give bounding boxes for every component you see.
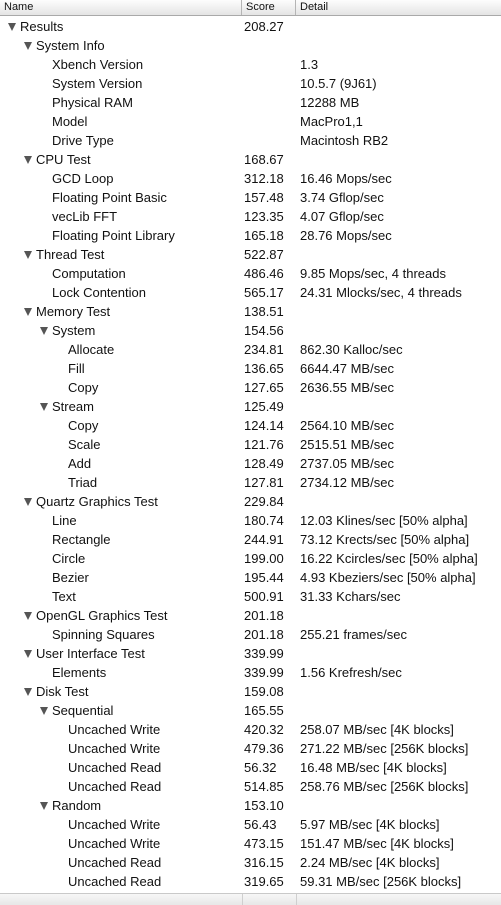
table-row[interactable]: [0, 701, 501, 720]
table-row[interactable]: [0, 245, 501, 264]
row-name: Rectangle: [52, 532, 111, 547]
name-cell: [0, 283, 242, 302]
table-row[interactable]: [0, 796, 501, 815]
name-cell: [0, 264, 242, 283]
row-detail: 16.48 MB/sec [4K blocks]: [300, 760, 447, 775]
row-score: 124.14: [244, 418, 284, 433]
row-name: Sequential: [52, 703, 114, 718]
row-detail: [300, 701, 499, 720]
row-score: 199.00: [244, 551, 284, 566]
row-name: Add: [68, 456, 92, 471]
row-score: 234.81: [244, 342, 284, 357]
name-cell: [0, 17, 242, 36]
row-detail: 1.3: [300, 57, 319, 72]
name-cell: [0, 511, 242, 530]
row-detail: 2636.55 MB/sec: [300, 380, 394, 395]
name-cell: [0, 872, 242, 891]
row-name: Line: [52, 513, 77, 528]
row-name: Uncached Write: [68, 722, 161, 737]
row-score: 136.65: [244, 361, 284, 376]
table-row[interactable]: [0, 872, 501, 891]
row-score: 339.99: [244, 665, 284, 680]
table-row[interactable]: [0, 682, 501, 701]
row-name: Memory Test: [36, 304, 111, 319]
row-name: Disk Test: [36, 684, 89, 699]
row-detail: MacPro1,1: [300, 114, 363, 129]
table-row[interactable]: [0, 834, 501, 853]
row-score: 420.32: [244, 722, 284, 737]
row-score: 339.99: [244, 646, 284, 661]
table-row[interactable]: [0, 720, 501, 739]
table-row[interactable]: [0, 207, 501, 226]
table-row[interactable]: [0, 663, 501, 682]
disclosure-triangle-icon[interactable]: [24, 156, 32, 164]
row-name: Uncached Write: [68, 836, 161, 851]
row-detail: 16.22 Kcircles/sec [50% alpha]: [300, 551, 478, 566]
table-row[interactable]: [0, 150, 501, 169]
table-row[interactable]: [0, 435, 501, 454]
name-cell: [0, 340, 242, 359]
table-row[interactable]: [0, 169, 501, 188]
row-detail: [300, 796, 499, 815]
row-score: 153.10: [244, 798, 284, 813]
disclosure-triangle-icon[interactable]: [24, 498, 32, 506]
name-cell: [0, 378, 242, 397]
row-name: Copy: [68, 418, 99, 433]
row-detail: 862.30 Kalloc/sec: [300, 342, 403, 357]
table-row[interactable]: [0, 74, 501, 93]
table-row[interactable]: [0, 264, 501, 283]
row-detail: [300, 36, 499, 55]
row-name: Lock Contention: [52, 285, 146, 300]
name-cell: [0, 397, 242, 416]
row-name: System Info: [36, 38, 105, 53]
row-score: 201.18: [244, 627, 284, 642]
table-row[interactable]: [0, 473, 501, 492]
scrollbar-divider: [296, 894, 297, 905]
column-header-score[interactable]: Score: [242, 0, 296, 15]
row-name: Random: [52, 798, 102, 813]
row-name: Spinning Squares: [52, 627, 155, 642]
row-detail: [300, 150, 499, 169]
row-detail: 255.21 frames/sec: [300, 627, 407, 642]
row-detail: 258.76 MB/sec [256K blocks]: [300, 779, 469, 794]
name-cell: [0, 739, 242, 758]
table-row[interactable]: [0, 644, 501, 663]
name-cell: [0, 815, 242, 834]
row-score: 316.15: [244, 855, 284, 870]
row-detail: 28.76 Mops/sec: [300, 228, 392, 243]
row-score: 244.91: [244, 532, 284, 547]
name-cell: [0, 112, 242, 131]
row-detail: 16.46 Mops/sec: [300, 171, 392, 186]
table-row[interactable]: [0, 340, 501, 359]
row-score: 56.32: [244, 760, 277, 775]
row-detail: 1.56 Krefresh/sec: [300, 665, 402, 680]
name-cell: [0, 454, 242, 473]
row-score: 486.46: [244, 266, 284, 281]
row-score: 138.51: [244, 304, 284, 319]
row-name: CPU Test: [36, 152, 91, 167]
name-cell: [0, 834, 242, 853]
results-outline: [0, 17, 501, 891]
row-detail: [300, 492, 499, 511]
name-cell: [0, 188, 242, 207]
row-detail: Macintosh RB2: [300, 133, 389, 148]
disclosure-triangle-icon[interactable]: [24, 308, 32, 316]
table-row[interactable]: [0, 131, 501, 150]
name-cell: [0, 226, 242, 245]
name-cell: [0, 701, 242, 720]
disclosure-triangle-icon[interactable]: [24, 650, 32, 658]
name-cell: [0, 150, 242, 169]
row-name: Elements: [52, 665, 107, 680]
table-row[interactable]: [0, 454, 501, 473]
table-row[interactable]: [0, 302, 501, 321]
name-cell: [0, 169, 242, 188]
disclosure-triangle-icon[interactable]: [40, 403, 48, 411]
row-score: [244, 55, 296, 74]
table-row[interactable]: [0, 321, 501, 340]
name-cell: [0, 473, 242, 492]
row-score: [244, 74, 296, 93]
table-row[interactable]: [0, 739, 501, 758]
row-detail: 3.74 Gflop/sec: [300, 190, 384, 205]
name-cell: [0, 435, 242, 454]
row-score: 56.43: [244, 817, 277, 832]
table-row[interactable]: [0, 815, 501, 834]
row-name: Model: [52, 114, 88, 129]
table-row[interactable]: [0, 112, 501, 131]
table-row[interactable]: [0, 283, 501, 302]
row-detail: [300, 644, 499, 663]
row-detail: 10.5.7 (9J61): [300, 76, 377, 91]
table-row[interactable]: [0, 587, 501, 606]
name-cell: [0, 74, 242, 93]
row-name: Text: [52, 589, 76, 604]
row-score: 128.49: [244, 456, 284, 471]
row-detail: [300, 606, 499, 625]
table-row[interactable]: [0, 93, 501, 112]
table-row[interactable]: [0, 530, 501, 549]
row-detail: 2515.51 MB/sec: [300, 437, 394, 452]
table-row[interactable]: [0, 359, 501, 378]
row-detail: 24.31 Mlocks/sec, 4 threads: [300, 285, 462, 300]
row-detail: 4.07 Gflop/sec: [300, 209, 384, 224]
row-score: 127.81: [244, 475, 284, 490]
column-header-detail[interactable]: Detail: [300, 1, 329, 13]
row-detail: 4.93 Kbeziers/sec [50% alpha]: [300, 570, 476, 585]
row-name: Results: [20, 19, 64, 34]
table-row[interactable]: [0, 17, 501, 36]
row-detail: 12.03 Klines/sec [50% alpha]: [300, 513, 468, 528]
name-cell: [0, 644, 242, 663]
name-cell: [0, 796, 242, 815]
name-cell: [0, 416, 242, 435]
name-cell: [0, 587, 242, 606]
row-score: 159.08: [244, 684, 284, 699]
column-header-name[interactable]: Name: [0, 0, 242, 15]
table-row[interactable]: [0, 758, 501, 777]
row-detail: 73.12 Krects/sec [50% alpha]: [300, 532, 470, 547]
row-detail: [300, 682, 499, 701]
disclosure-triangle-icon[interactable]: [24, 612, 32, 620]
name-cell: [0, 245, 242, 264]
row-name: Uncached Read: [68, 760, 162, 775]
table-row[interactable]: [0, 777, 501, 796]
name-cell: [0, 720, 242, 739]
row-name: System: [52, 323, 96, 338]
row-name: Floating Point Basic: [52, 190, 167, 205]
row-name: Uncached Read: [68, 779, 162, 794]
row-name: Xbench Version: [52, 57, 144, 72]
row-score: 208.27: [244, 19, 284, 34]
name-cell: [0, 530, 242, 549]
row-detail: 9.85 Mops/sec, 4 threads: [300, 266, 446, 281]
row-detail: 31.33 Kchars/sec: [300, 589, 401, 604]
row-name: Scale: [68, 437, 101, 452]
row-name: Bezier: [52, 570, 89, 585]
row-name: System Version: [52, 76, 143, 91]
table-row[interactable]: [0, 511, 501, 530]
row-name: Drive Type: [52, 133, 114, 148]
row-score: 319.65: [244, 874, 284, 889]
row-detail: [300, 245, 499, 264]
row-name: Thread Test: [36, 247, 105, 262]
name-cell: [0, 36, 242, 55]
row-score: 229.84: [244, 494, 284, 509]
row-score: 168.67: [244, 152, 284, 167]
name-cell: [0, 625, 242, 644]
row-name: Fill: [68, 361, 85, 376]
row-score: 565.17: [244, 285, 284, 300]
row-name: Physical RAM: [52, 95, 133, 110]
row-name: User Interface Test: [36, 646, 145, 661]
disclosure-triangle-icon[interactable]: [24, 251, 32, 259]
name-cell: [0, 549, 242, 568]
horizontal-scrollbar[interactable]: [0, 893, 501, 905]
name-cell: [0, 207, 242, 226]
row-score: 201.18: [244, 608, 284, 623]
row-name: Uncached Read: [68, 855, 162, 870]
table-row[interactable]: [0, 568, 501, 587]
table-row[interactable]: [0, 36, 501, 55]
table-row[interactable]: [0, 549, 501, 568]
name-cell: [0, 93, 242, 112]
row-name: Uncached Write: [68, 817, 161, 832]
row-name: Triad: [68, 475, 98, 490]
row-name: OpenGL Graphics Test: [36, 608, 168, 623]
table-row[interactable]: [0, 188, 501, 207]
row-detail: 2737.05 MB/sec: [300, 456, 394, 471]
name-cell: [0, 131, 242, 150]
column-header-bar: [0, 0, 501, 16]
row-score: 500.91: [244, 589, 284, 604]
name-cell: [0, 321, 242, 340]
table-row[interactable]: [0, 226, 501, 245]
row-detail: 258.07 MB/sec [4K blocks]: [300, 722, 454, 737]
name-cell: [0, 606, 242, 625]
row-detail: 151.47 MB/sec [4K blocks]: [300, 836, 454, 851]
row-detail: 2564.10 MB/sec: [300, 418, 394, 433]
name-cell: [0, 302, 242, 321]
scrollbar-divider: [242, 894, 243, 905]
table-row[interactable]: [0, 416, 501, 435]
row-name: Stream: [52, 399, 94, 414]
table-row[interactable]: [0, 55, 501, 74]
row-score: 473.15: [244, 836, 284, 851]
name-cell: [0, 853, 242, 872]
row-score: 165.55: [244, 703, 284, 718]
row-score: 195.44: [244, 570, 284, 585]
row-detail: 271.22 MB/sec [256K blocks]: [300, 741, 469, 756]
table-row[interactable]: [0, 492, 501, 511]
row-score: 154.56: [244, 323, 284, 338]
name-cell: [0, 682, 242, 701]
row-score: 479.36: [244, 741, 284, 756]
row-detail: [300, 397, 499, 416]
row-score: [244, 131, 296, 150]
table-row[interactable]: [0, 853, 501, 872]
row-score: 157.48: [244, 190, 284, 205]
disclosure-triangle-icon[interactable]: [24, 688, 32, 696]
name-cell: [0, 568, 242, 587]
row-name: GCD Loop: [52, 171, 114, 186]
row-score: 312.18: [244, 171, 284, 186]
name-cell: [0, 492, 242, 511]
row-detail: 59.31 MB/sec [256K blocks]: [300, 874, 462, 889]
row-score: 180.74: [244, 513, 284, 528]
row-detail: 6644.47 MB/sec: [300, 361, 394, 376]
table-row[interactable]: [0, 625, 501, 644]
row-name: Computation: [52, 266, 126, 281]
row-name: Quartz Graphics Test: [36, 494, 158, 509]
row-name: Allocate: [68, 342, 115, 357]
disclosure-triangle-icon[interactable]: [40, 707, 48, 715]
name-cell: [0, 55, 242, 74]
name-cell: [0, 663, 242, 682]
disclosure-triangle-icon[interactable]: [40, 327, 48, 335]
name-cell: [0, 777, 242, 796]
row-detail: [300, 302, 499, 321]
row-score: 522.87: [244, 247, 284, 262]
row-score: [244, 93, 296, 112]
row-name: Uncached Write: [68, 741, 161, 756]
row-detail: [300, 17, 499, 36]
table-row[interactable]: [0, 378, 501, 397]
row-score: [244, 112, 296, 131]
disclosure-triangle-icon[interactable]: [40, 802, 48, 810]
row-name: vecLib FFT: [52, 209, 118, 224]
row-score: 125.49: [244, 399, 284, 414]
row-name: Uncached Read: [68, 874, 162, 889]
row-score: [244, 36, 296, 55]
table-row[interactable]: [0, 397, 501, 416]
table-row[interactable]: [0, 606, 501, 625]
name-cell: [0, 758, 242, 777]
row-name: Copy: [68, 380, 99, 395]
row-score: 127.65: [244, 380, 284, 395]
row-score: 165.18: [244, 228, 284, 243]
row-detail: 12288 MB: [300, 95, 360, 110]
row-detail: [300, 321, 499, 340]
row-score: 123.35: [244, 209, 284, 224]
row-detail: 2734.12 MB/sec: [300, 475, 394, 490]
row-name: Circle: [52, 551, 86, 566]
row-name: Floating Point Library: [52, 228, 175, 243]
name-cell: [0, 359, 242, 378]
row-score: 121.76: [244, 437, 284, 452]
row-score: 514.85: [244, 779, 284, 794]
disclosure-triangle-icon[interactable]: [8, 23, 16, 31]
disclosure-triangle-icon[interactable]: [24, 42, 32, 50]
row-detail: 2.24 MB/sec [4K blocks]: [300, 855, 440, 870]
row-detail: 5.97 MB/sec [4K blocks]: [300, 817, 440, 832]
